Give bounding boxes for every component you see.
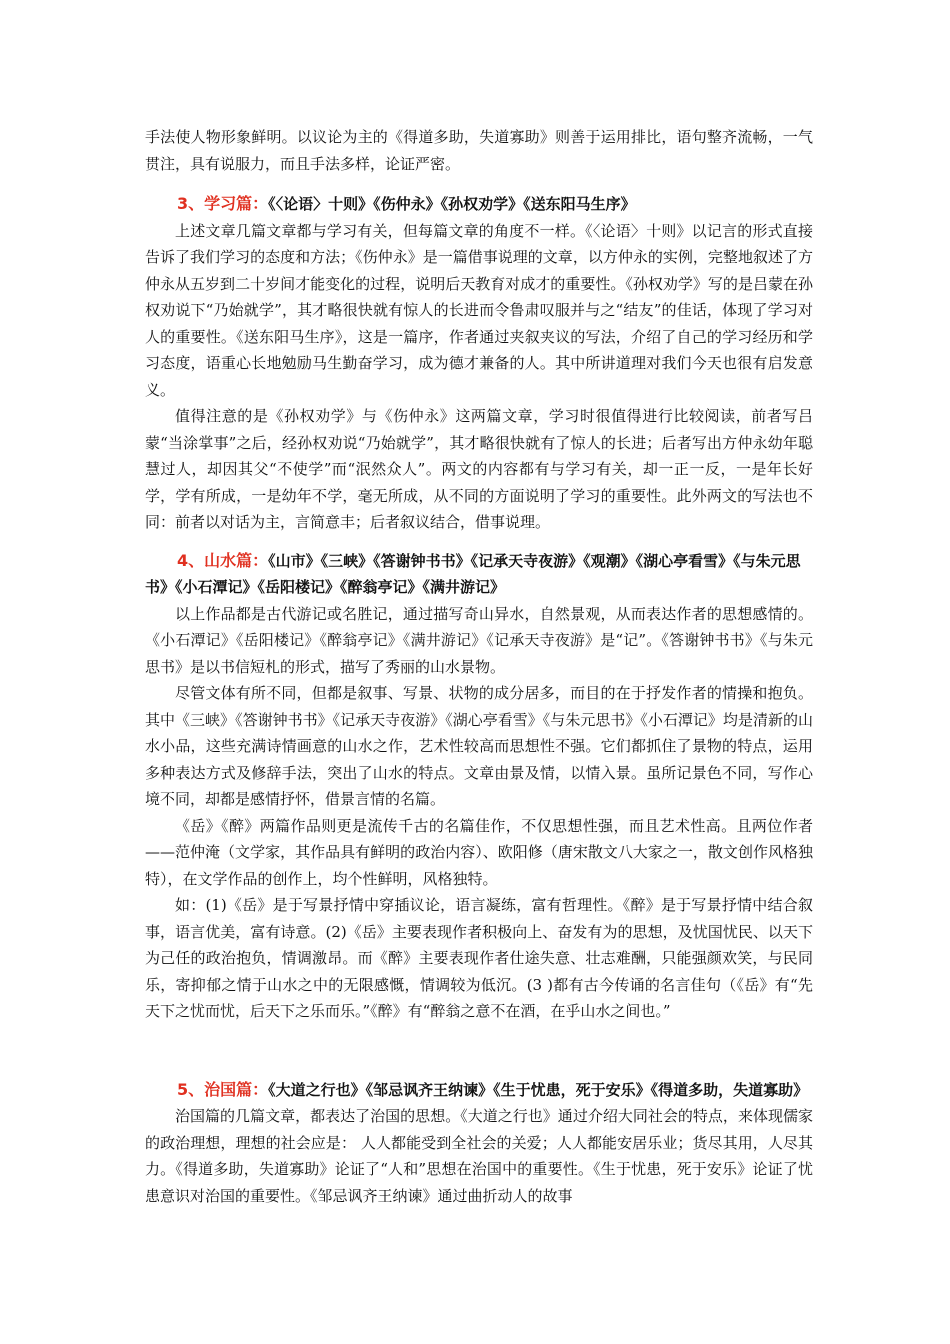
section-3-titles: 《〈论语〉十则》《伤仲永》《孙权劝学》《送东阳马生序》 (268, 195, 636, 213)
document-page (145, 124, 813, 1209)
section-3-number: 3、学习篇： (177, 194, 269, 213)
section-5-number: 5、治国篇： (177, 1079, 269, 1099)
section-5-titles: 《大道之行也》《邹忌讽齐王纳谏》《生于忧患，死于安乐》《得道多助，失道寡助》 (268, 1080, 809, 1099)
section-4-paragraph-4: 如：(1)《岳》是于写景抒情中穿插议论，语言凝练，富有哲理性。《醉》是于写景抒情中结合叙事，语言优美，富有诗意。(2)《岳》主要表现作者积极向上、奋发有为的思想，及忧国忧民、以天下为己任的政治抱负，情调激昂。而《醉》主要表现作者仕途失意、壮志难酬，只能强颜欢笑，与民同乐，寄抑郁之情于山水之中的无限感慨，情调较为低沉。(3 )都有古今传诵的名言佳句（《岳》有“先天下之忧而忧，后天下之乐而乐。”《醉》有“醉翁之意不在酒，在乎山水之间也。” (145, 896, 813, 1020)
section-4-heading (145, 548, 813, 601)
section-5-paragraph-1: 治国篇的几篇文章，都表达了治国的思想。《大道之行也》通过介绍大同社会的特点，来体现儒家的政治理想，理想的社会应是： 人人都能受到全社会的关爱；人人都能安居乐业；货尽其用，人尽其力。《得道多助，失道寡助》论证了“人和”思想在治国中的重要性。《生于忧患，死于安乐》论证了忧患意识对治国的重要性。《邹忌讽齐王纳谏》通过曲折动人的故事 (145, 1107, 813, 1205)
section-3-heading (145, 191, 813, 218)
section-3-paragraph-1: 上述文章几篇文章都与学习有关，但每篇文章的角度不一样。《〈论语〉十则》以记言的形式直接告诉了我们学习的态度和方法；《伤仲永》是一篇借事说理的文章，以方仲永的实例，完整地叙述了方仲永从五岁到二十岁间才能变化的过程，说明后天教育对成才的重要性。《孙权劝学》写的是吕蒙在孙权劝说下“乃始就学”，其才略很快就有惊人的长进而令鲁肃叹服并与之“结友”的佳话，体现了学习对人的重要性。《送东阳马生序》，这是一篇序，作者通过夹叙夹议的写法，介绍了自己的学习经历和学习态度，语重心长地勉励马生勤奋学习，成为德才兼备的人。其中所讲道理对我们今天也很有启发意义。 (145, 221, 813, 399)
section-4-paragraph-3: 《岳》《醉》两篇作品则更是流传千古的名篇佳作，不仅思想性强，而且艺术性高。且两位作者——范仲淹（文学家，其作品具有鲜明的政治内容）、欧阳修（唐宋散文八大家之一，散文创作风格独特），在文学作品的创作上，均个性鲜明，风格独特。 (145, 816, 813, 888)
section-4-paragraph-2: 尽管文体有所不同，但都是叙事、写景、状物的成分居多，而目的在于抒发作者的情操和抱负。其中《三峡》《答谢钟书书》《记承天寺夜游》《湖心亭看雪》《与朱元思书》《小石潭记》均是清新的山水小品，这些充满诗情画意的山水之作，艺术性较高而思想性不强。它们都抓住了景物的特点，运用多种表达方式及修辞手法，突出了山水的特点。文章由景及情，以情入景。虽所记景色不同，写作心境不同，却都是感情抒怀，借景言情的名篇。 (145, 684, 813, 808)
section-4-paragraph-1: 以上作品都是古代游记或名胜记，通过描写奇山异水，自然景观，从而表达作者的思想感情的。《小石潭记》《岳阳楼记》《醉翁亭记》《满井游记》《记承天寺夜游》是“记”。《答谢钟书书》《与朱元思书》是以书信短札的形式，描写了秀丽的山水景物。 (145, 604, 813, 676)
section-3-paragraph-2: 值得注意的是《孙权劝学》与《伤仲永》这两篇文章，学习时很值得进行比较阅读，前者写吕蒙“当涂掌事”之后，经孙权劝说“乃始就学”，其才略很快就有了惊人的长进；后者写出方仲永幼年聪慧过人，却因其父“不使学”而“泯然众人”。两文的内容都有与学习有关，却一正一反，一是年长好学，学有所成，一是幼年不学，毫无所成，从不同的方面说明了学习的重要性。此外两文的写法也不同：前者以对话为主，言简意丰；后者叙议结合，借事说理。 (145, 407, 813, 531)
intro-paragraph: 手法使人物形象鲜明。以议论为主的《得道多助，失道寡助》则善于运用排比，语句整齐流畅，一气贯注，具有说服力，而且手法多样，论证严密。 (145, 128, 813, 173)
section-4-titles: 《山市》《三峡》《答谢钟书书》《记承天寺夜游》《观潮》《湖心亭看雪》《与朱元思书》《小石潭记》《岳阳楼记》《醉翁亭记》《满井游记》 (145, 551, 801, 596)
section-5-heading (145, 1077, 813, 1104)
section-4-number: 4、山水篇： (177, 550, 269, 570)
